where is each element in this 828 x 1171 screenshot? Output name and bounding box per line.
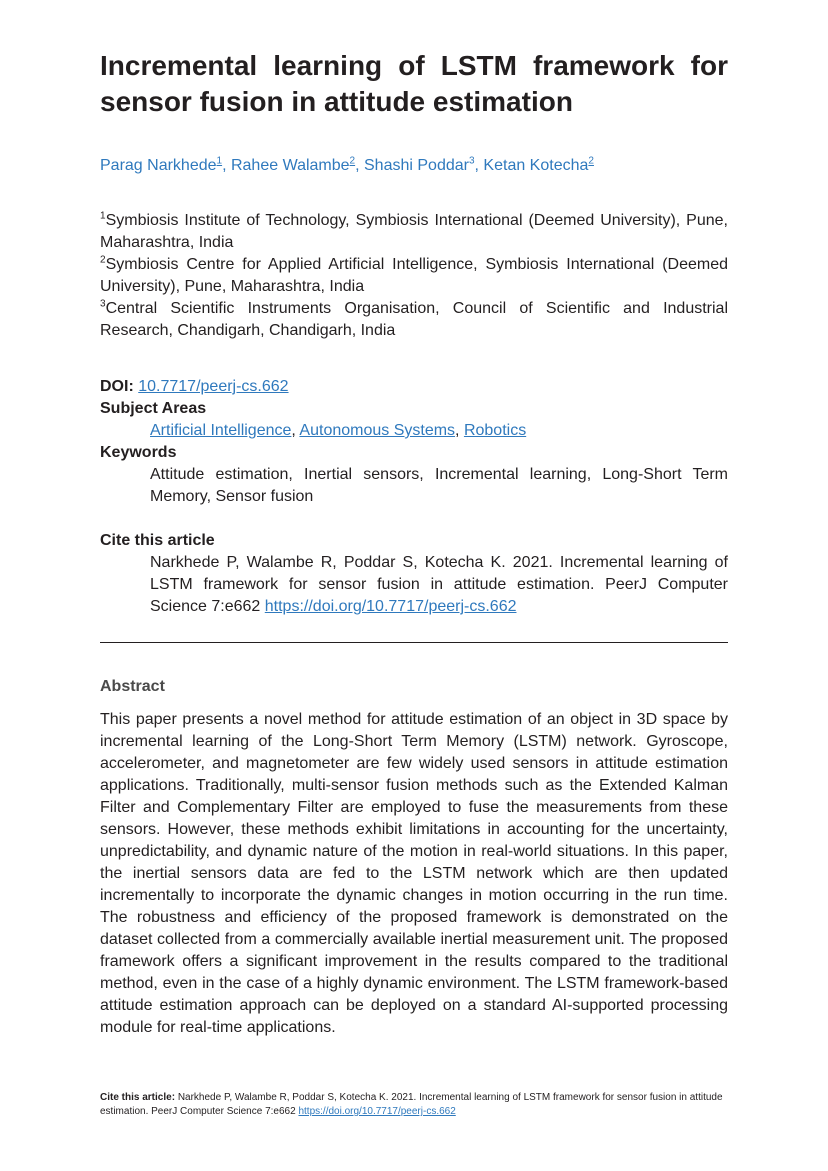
affiliation: $^2$Symbiosis Centre for Applied Artificial Intelligence, Symbiosis International (Deemed University), Pune, Maharashtra, India (100, 254, 728, 295)
affiliation: $^3$Central Scientific Instruments Organisation, Council of Scientific and Industrial Research, Chandigarh, Chandigarh, India (100, 298, 728, 339)
affiliation-list (100, 210, 728, 342)
author[interactable]: Parag Narkhede$^1$ (100, 155, 223, 174)
subject-areas-list: Artificial Intelligence, Autonomous Systems, Robotics (150, 422, 527, 439)
abstract-text: This paper presents a novel method for attitude estimation of an object in 3D space by incremental learning of the Long-Short Term Memory (LSTM) network. Gyroscope, accelerometer, and magnetometer are few widely used sensors in attitude estimation applications. Traditionally, multi-sensor fusion methods such as the Extended Kalman Filter and Complementary Filter are employed to fuse the measurements from these sensors. However, these methods exhibit limitations in accounting for the uncertainty, unpredictability, and dynamic nature of the motion in real-world situations. In this paper, the inertial sensors data are fed to the LSTM network which are then updated incrementally to incorporate the dynamic changes in motion occurring in the run time. The robustness and efficiency of the proposed framework is demonstrated on the dataset collected from a commercially available inertial measurement unit. The proposed framework offers a significant improvement in the results compared to the traditional method, even in the case of a highly dynamic environment. The LSTM framework-based attitude estimation approach can be deployed on a standard AI-supported processing module for real-time applications. (100, 711, 728, 1036)
subject-areas-heading: Subject Areas (100, 400, 207, 417)
subject-link[interactable]: Robotics (463, 422, 527, 439)
doi-line: DOI: 10.7717/peerj-cs.662 (100, 378, 289, 395)
paper-title: Incremental learning of LSTM framework for sensor fusion in attitude estimation (100, 50, 728, 117)
subject-link[interactable]: Artificial Intelligence (150, 422, 292, 439)
subject-link[interactable]: Autonomous Systems (299, 422, 456, 439)
author[interactable]: Rahee Walambe$^2$ (230, 155, 356, 174)
author-list: Parag Narkhede$^1$, Rahee Walambe$^2$, Shashi Poddar$^3$, Ketan Kotecha$^2$ (100, 155, 594, 174)
footer-citation: Cite this article: Narkhede P, Walambe R, Poddar S, Kotecha K. 2021. Incremental learning of LSTM framework for sensor fusion in attitude estimation. PeerJ Computer Science 7:e662 https://doi.org/10.7717/peerj-cs.662 (100, 1092, 723, 1117)
footer-doi-link[interactable]: https://doi.org/10.7717/peerj-cs.662 (298, 1106, 456, 1117)
article-metadata (100, 376, 728, 618)
abstract-heading: Abstract (100, 678, 165, 695)
affiliation: $^1$Symbiosis Institute of Technology, Symbiosis International (Deemed University), Pune, Maharashtra, India (100, 210, 728, 251)
citation-doi-link[interactable]: https://doi.org/10.7717/peerj-cs.662 (264, 598, 517, 615)
cite-heading: Cite this article (100, 532, 215, 549)
citation: Narkhede P, Walambe R, Poddar S, Kotecha K. 2021. Incremental learning of LSTM framework for sensor fusion in attitude estimation. PeerJ Computer Science 7:e662 https://doi.org/10.7717/peerj-cs.662 (150, 554, 728, 615)
author[interactable]: Shashi Poddar$^3$ (364, 155, 475, 174)
keywords-text: Attitude estimation, Inertial sensors, Incremental learning, Long-Short Term Memory, Sensor fusion (150, 466, 728, 505)
keywords-heading: Keywords (100, 444, 177, 461)
author[interactable]: Ketan Kotecha$^2$ (483, 155, 594, 174)
doi-link[interactable]: 10.7717/peerj-cs.662 (138, 378, 289, 395)
section-divider (100, 642, 728, 643)
